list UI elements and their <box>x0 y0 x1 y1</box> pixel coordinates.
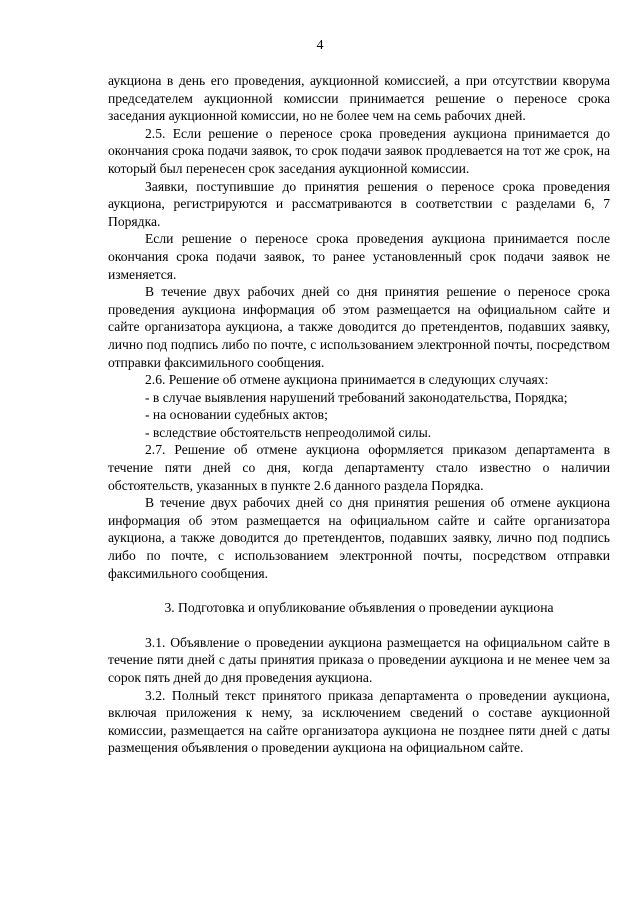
page-number: 4 <box>316 38 324 53</box>
paragraph: Если решение о переносе срока проведения аукциона принимается после окончания срока подачи заявок, то ранее установленный срок подачи заявок не изменяется. <box>108 231 610 282</box>
paragraph: В течение двух рабочих дней со дня принятия решения об отмене аукциона информация об этом размещается на официальном сайте и сайте организатора аукциона, а также доводится до претендентов, подавших заявку, лично под подпись либо по почте, с использованием электронной почты, посредством отправки факсимильного сообщения. <box>108 495 610 581</box>
paragraph: 3.1. Объявление о проведении аукциона размещается на официальном сайте в течение пяти дней с даты принятия приказа о проведении аукциона и не менее чем за сорок пять дней до дня проведения аукциона. <box>108 634 610 685</box>
paragraph: Заявки, поступившие до принятия решения о переносе срока проведения аукциона, регистрируются и рассматриваются в соответствии с разделами 6, 7 Порядка. <box>108 178 610 229</box>
section-heading: 3. Подготовка и опубликование объявления о проведении аукциона <box>164 600 554 616</box>
paragraph: 2.7. Решение об отмене аукциона оформляется приказом департамента в течение пяти дней со дня, когда департаменту стало известно о наличии обстоятельств, указанных в пункте 2.6 данного раздела Порядка. <box>108 442 610 493</box>
paragraph: 2.6. Решение об отмене аукциона принимается в следующих случаях: <box>145 372 549 388</box>
list-item: - вследствие обстоятельств непреодолимой силы. <box>145 424 432 440</box>
document-body <box>108 72 610 757</box>
list-item: - на основании судебных актов; <box>145 407 328 423</box>
paragraph: аукциона в день его проведения, аукционной комиссией, а при отсутствии кворума председателем аукционной комиссии принимается решение о переносе срока заседания аукционной комиссии, но не более чем на семь рабочих дней. <box>108 73 610 124</box>
paragraph: В течение двух рабочих дней со дня принятия решение о переносе срока проведения аукциона информация об этом размещается на официальном сайте и сайте организатора аукциона, а также доводится до претендентов, подавших заявку, лично под подпись либо по почте, с использованием электронной почты, посредством отправки факсимильного сообщения. <box>108 284 610 370</box>
list-item: - в случае выявления нарушений требований законодательства, Порядка; <box>145 389 568 405</box>
paragraph: 2.5. Если решение о переносе срока проведения аукциона принимается до окончания срока подачи заявок, то срок подачи заявок продлевается на тот же срок, на который был перенесен срок заседания аукционной комиссии. <box>108 125 610 176</box>
paragraph: 3.2. Полный текст принятого приказа департамента о проведении аукциона, включая приложения к нему, за исключением сведений о составе аукционной комиссии, размещается на сайте организатора аукциона не позднее пяти дней с даты размещения объявления о проведении аукциона на официальном сайте. <box>108 687 610 756</box>
